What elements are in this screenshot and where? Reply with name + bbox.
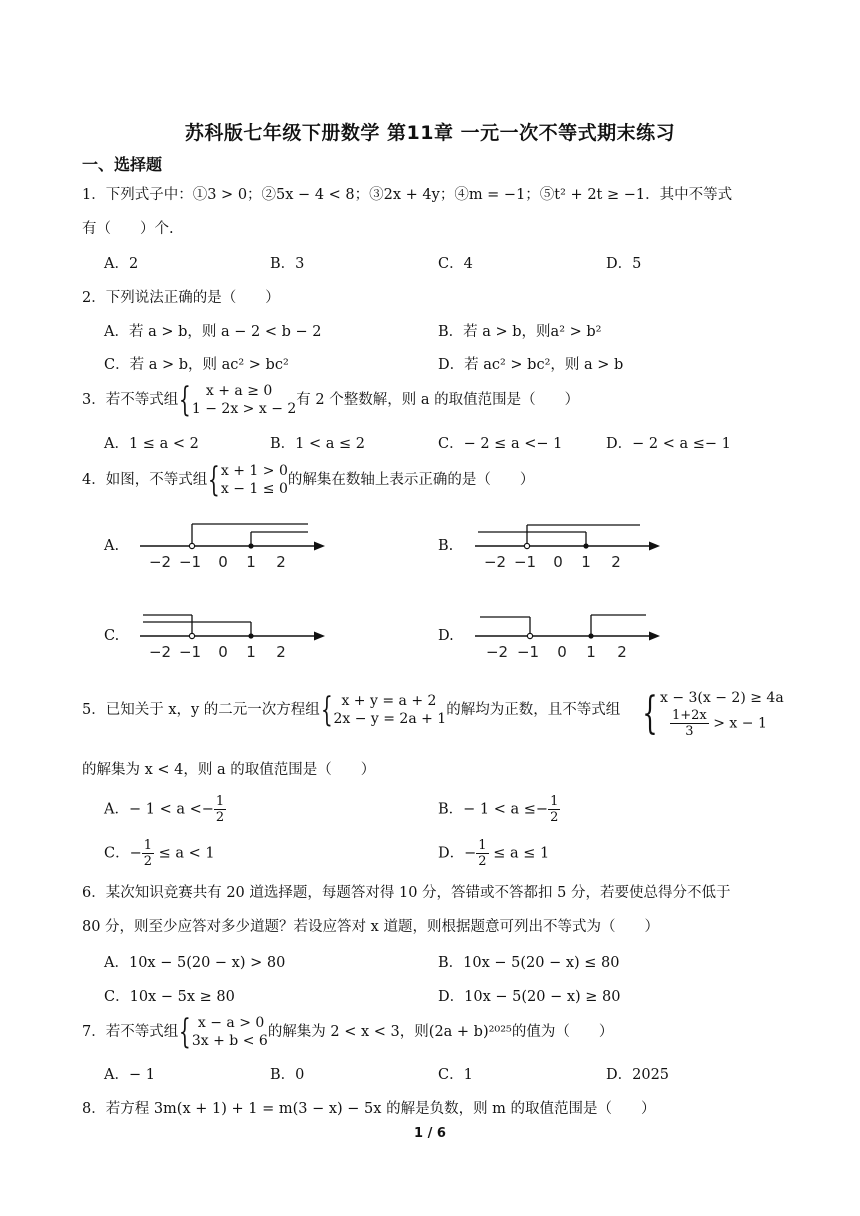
q5-system-2-rows bbox=[660, 688, 784, 739]
q5-sys2-fraction bbox=[670, 708, 709, 739]
q5-sys1-row1: x + y = a + 2 bbox=[341, 693, 437, 709]
q6-line2: 80 分，则至少应答对多少道题？若设应答对 x 道题，则根据题意可列出不等式为（ ） bbox=[82, 919, 659, 935]
q5-option-b bbox=[438, 794, 560, 825]
q6-option-c: C．10x − 5x ≥ 80 bbox=[104, 989, 235, 1005]
q4-stem-post: 的解集在数轴上表示正确的是（ ） bbox=[287, 472, 535, 488]
q1-option-b: B．3 bbox=[270, 256, 305, 272]
q7-stem-post: 的解集为 2 < x < 3，则(2a + b)²⁰²⁵的值为（ ） bbox=[267, 1024, 614, 1040]
q3-option-c: C．− 2 ≤ a <− 1 bbox=[438, 436, 563, 452]
fraction-denominator: 2 bbox=[478, 854, 487, 869]
q5-stem-pre: 5．已知关于 x，y 的二元一次方程组 bbox=[82, 702, 320, 718]
fraction-denominator: 2 bbox=[550, 810, 559, 825]
option-label: C． bbox=[104, 845, 130, 862]
tick-label: 2 bbox=[611, 553, 621, 571]
q4-stem bbox=[82, 462, 534, 498]
option-text: − bbox=[464, 845, 477, 862]
q7-option-c: C．1 bbox=[438, 1067, 473, 1083]
q3-sys-row2: 1 − 2x > x − 2 bbox=[191, 401, 297, 417]
q4-sys-row1: x + 1 > 0 bbox=[220, 463, 288, 479]
page-title: 苏科版七年级下册数学 第11章 一元一次不等式期末练习 bbox=[184, 122, 676, 144]
q1-option-a: A．2 bbox=[104, 256, 139, 272]
section-heading: 一、选择题 bbox=[82, 155, 163, 174]
q5-sys1-row2: 2x − y = 2a + 1 bbox=[333, 711, 447, 727]
tick-label: 0 bbox=[218, 553, 228, 571]
q7-stem bbox=[82, 1014, 613, 1050]
q5-option-d bbox=[438, 838, 549, 869]
q2-option-c: C．若 a > b，则 ac² > bc² bbox=[104, 357, 289, 373]
q4-brace: { bbox=[208, 460, 221, 500]
tick-label: −2 bbox=[148, 553, 172, 571]
tick-label: 2 bbox=[276, 643, 286, 661]
q2-stem: 2．下列说法正确的是（ ） bbox=[82, 290, 280, 306]
fraction-numerator: 1 bbox=[143, 838, 153, 853]
q7-system bbox=[192, 1014, 268, 1050]
option-text-post: ≤ a < 1 bbox=[158, 845, 215, 862]
q5-system-2 bbox=[640, 688, 784, 739]
fraction-denominator: 3 bbox=[685, 724, 694, 739]
q7-option-d: D．2025 bbox=[606, 1067, 670, 1083]
option-text: − 1 < a <− bbox=[128, 801, 214, 818]
q5-system-1 bbox=[333, 692, 446, 728]
fraction-numerator: 1 bbox=[215, 794, 225, 809]
tick-label: −1 bbox=[178, 643, 202, 661]
q5-sys2-row1: x − 3(x − 2) ≥ 4a bbox=[660, 690, 784, 706]
fraction-numerator: 1 bbox=[550, 794, 559, 809]
q3-stem-pre: 3．若不等式组 bbox=[82, 392, 179, 408]
option-label: D． bbox=[438, 845, 465, 862]
q1-option-d: D．5 bbox=[606, 256, 642, 272]
q3-system bbox=[192, 382, 296, 418]
q3-option-d: D．− 2 < a ≤− 1 bbox=[606, 436, 731, 452]
q5-line2: 的解集为 x < 4，则 a 的取值范围是（ ） bbox=[82, 762, 376, 778]
tick-label: −2 bbox=[485, 643, 509, 661]
q3-option-b: B．1 < a ≤ 2 bbox=[270, 436, 365, 452]
option-fraction bbox=[142, 838, 154, 869]
q3-stem bbox=[82, 382, 579, 418]
q2-option-d: D．若 ac² > bc²，则 a > b bbox=[438, 357, 624, 373]
q5-brace-1: { bbox=[320, 690, 333, 730]
option-fraction bbox=[548, 794, 560, 825]
q6-line1: 6．某次知识竞赛共有 20 道选择题，每题答对得 10 分，答错或不答都扣 5 分，若要使总得分不低于 bbox=[82, 885, 731, 901]
q6-option-d: D．10x − 5(20 − x) ≥ 80 bbox=[438, 989, 621, 1005]
q5-stem bbox=[82, 692, 620, 728]
q1-line1: 1．下列式子中：①3 > 0；②5x − 4 < 8；③2x + 4y；④m = −1；⑤t² + 2t ≥ −1．其中不等式 bbox=[82, 187, 733, 203]
tick-label: 0 bbox=[557, 643, 567, 661]
option-label: B． bbox=[438, 801, 464, 818]
tick-label: 0 bbox=[553, 553, 563, 571]
q7-stem-pre: 7．若不等式组 bbox=[82, 1024, 179, 1040]
option-text-post: ≤ a ≤ 1 bbox=[493, 845, 550, 862]
q4-label-c: C. bbox=[104, 628, 120, 644]
q7-sys-row2: 3x + b < 6 bbox=[191, 1033, 268, 1049]
option-text: − 1 < a ≤− bbox=[463, 801, 549, 818]
q4-label-b: B. bbox=[438, 538, 454, 554]
tick-label: 1 bbox=[581, 553, 591, 571]
option-fraction bbox=[476, 838, 488, 869]
tick-label: 2 bbox=[617, 643, 627, 661]
fraction-denominator: 2 bbox=[215, 810, 225, 825]
q4-label-a: A. bbox=[104, 538, 120, 554]
q5-brace-2: { bbox=[642, 687, 658, 739]
q5-option-a bbox=[104, 794, 226, 825]
tick-label: −2 bbox=[483, 553, 507, 571]
q6-option-a: A．10x − 5(20 − x) > 80 bbox=[104, 955, 286, 971]
tick-label: −1 bbox=[513, 553, 537, 571]
q3-sys-row1: x + a ≥ 0 bbox=[205, 383, 273, 399]
q2-option-b: B．若 a > b，则a² > b² bbox=[438, 324, 602, 340]
q4-system bbox=[221, 462, 288, 498]
q7-brace: { bbox=[179, 1012, 192, 1052]
q1-option-c: C．4 bbox=[438, 256, 473, 272]
fraction-numerator: 1 bbox=[478, 838, 487, 853]
fraction-numerator: 1+2x bbox=[672, 708, 707, 723]
q5-stem-mid: 的解均为正数，且不等式组 bbox=[446, 702, 621, 718]
number-line-d bbox=[470, 605, 670, 665]
q7-option-b: B．0 bbox=[270, 1067, 305, 1083]
number-line-a bbox=[135, 515, 335, 575]
option-label: A． bbox=[104, 801, 129, 818]
q7-sys-row1: x − a > 0 bbox=[197, 1015, 265, 1031]
q3-brace: { bbox=[179, 380, 192, 420]
tick-label: 1 bbox=[586, 643, 596, 661]
tick-label: 1 bbox=[246, 553, 256, 571]
tick-label: 0 bbox=[218, 643, 228, 661]
q3-option-a: A．1 ≤ a < 2 bbox=[104, 436, 199, 452]
tick-label: −1 bbox=[178, 553, 202, 571]
tick-label: 2 bbox=[276, 553, 286, 571]
option-text: − bbox=[129, 845, 142, 862]
tick-label: 1 bbox=[246, 643, 256, 661]
q4-stem-pre: 4．如图，不等式组 bbox=[82, 472, 208, 488]
fraction-denominator: 2 bbox=[143, 854, 153, 869]
q6-option-b: B．10x − 5(20 − x) ≤ 80 bbox=[438, 955, 620, 971]
tick-label: −2 bbox=[148, 643, 172, 661]
q1-line2: 有（ ）个. bbox=[82, 221, 174, 237]
q4-label-d: D. bbox=[438, 628, 454, 644]
option-fraction bbox=[214, 794, 226, 825]
page-number: 1 / 6 bbox=[414, 1126, 446, 1141]
number-line-c bbox=[135, 605, 335, 665]
q3-stem-post: 有 2 个整数解，则 a 的取值范围是（ ） bbox=[296, 392, 580, 408]
q4-sys-row2: x − 1 ≤ 0 bbox=[220, 481, 288, 497]
q7-option-a: A．− 1 bbox=[104, 1067, 155, 1083]
q5-option-c bbox=[104, 838, 215, 869]
number-line-b bbox=[470, 515, 670, 575]
q8-stem: 8．若方程 3m(x + 1) + 1 = m(3 − x) − 5x 的解是负数，则 m 的取值范围是（ ） bbox=[82, 1101, 656, 1117]
q5-sys2-row2-rest: > x − 1 bbox=[713, 715, 767, 732]
q2-option-a: A．若 a > b，则 a − 2 < b − 2 bbox=[104, 324, 322, 340]
tick-label: −1 bbox=[516, 643, 540, 661]
